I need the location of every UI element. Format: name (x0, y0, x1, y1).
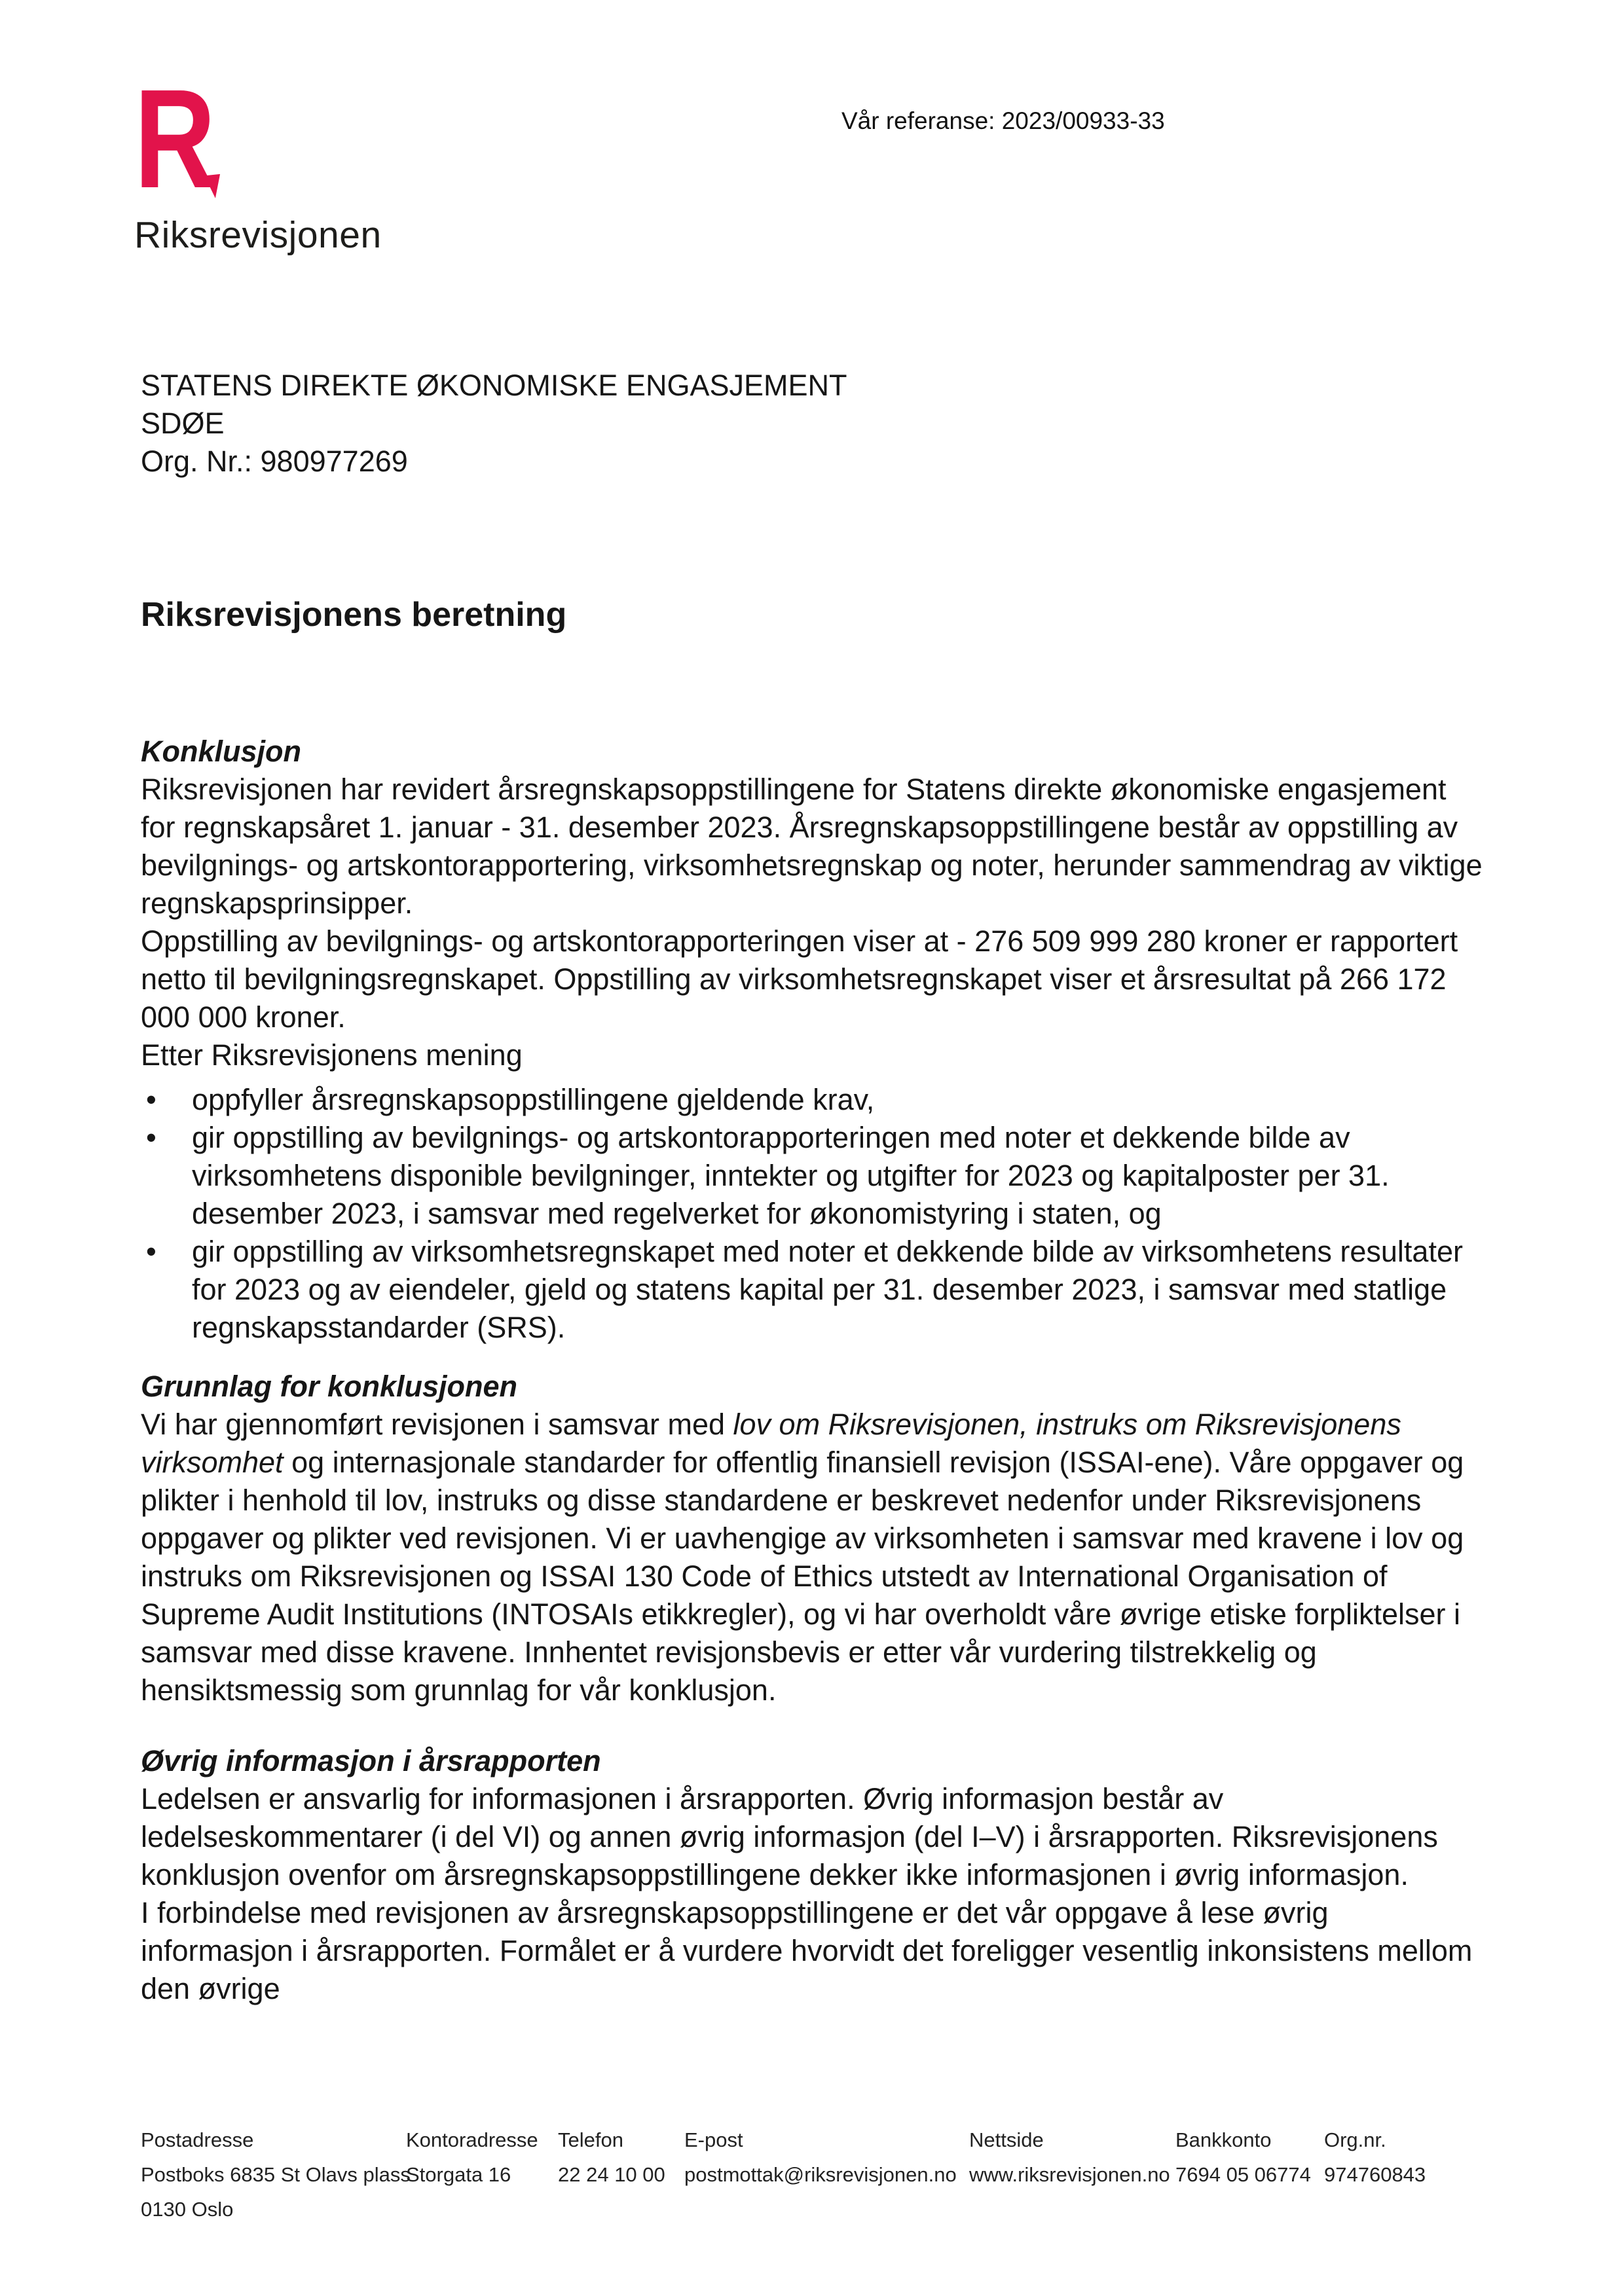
footer-value: 7694 05 06774 (1175, 2163, 1311, 2186)
footer-kontoradresse (406, 2123, 538, 2192)
bullet-item: • gir oppstilling av virksomhetsregnskapet med noter et dekkende bilde av virksomhetens resultater for 2023 og av eiendeler, gjeld og statens kapital per 31. desember 2023, i samsvar med statlige regnskapsstandarder (SRS). (141, 1233, 1483, 1347)
konklusjon-bullet-list (141, 1081, 1483, 1347)
konklusjon-paragraph-2: Oppstilling av bevilgnings- og artskontorapporteringen viser at - 276 509 999 280 kroner er rapportert netto til bevilgningsregnskapet. Oppstilling av virksomhetsregnskapet viser et årsresultat på 266 172 000 000 kroner. (141, 924, 1458, 1034)
logo-wordmark: Riksrevisjonen (134, 214, 382, 256)
footer-telefon (558, 2123, 665, 2192)
ovrig-paragraph-2: I forbindelse med revisjonen av årsregnskapsoppstillingene er det vår oppgave å lese øvrig informasjon i årsrapporten. Formålet er å vurdere hvorvidt det foreligger vesentlig inkonsistens mellom den øvrige (141, 1896, 1473, 2005)
document-title: Riksrevisjonens beretning (141, 596, 567, 634)
footer-value: postmottak@riksrevisjonen.no (684, 2163, 957, 2186)
bullet-item: • gir oppstilling av bevilgnings- og artskontorapporteringen med noter et dekkende bilde av virksomhetens disponible bevilgninger, inntekter og utgifter for 2023 og kapitalposter per 31. desember 2023, i samsvar med regelverket for økonomistyring i staten, og (141, 1119, 1483, 1233)
footer-orgnr (1324, 2123, 1426, 2192)
footer-label: Telefon (558, 2128, 623, 2151)
bullet-item: • oppfyller årsregnskapsoppstillingene gjeldende krav, (141, 1081, 1483, 1119)
grunnlag-text-italic: lov om Riksrevisjonen, instruks om Riksrevisjonens virksomhet (141, 1408, 1401, 1479)
footer-value: Postboks 6835 St Olavs plass (141, 2163, 411, 2186)
footer-value: 22 24 10 00 (558, 2163, 665, 2186)
footer-value: 0130 Oslo (141, 2198, 234, 2221)
grunnlag-text-pre: Vi har gjennomført revisjonen i samsvar med (141, 1408, 733, 1441)
footer-label: Kontoradresse (406, 2128, 538, 2151)
footer-label: Org.nr. (1324, 2128, 1386, 2151)
letter-body (141, 367, 1483, 2008)
riksrevisjonen-logo (134, 60, 527, 278)
grunnlag-text-post: og internasjonale standarder for offentlig finansiell revisjon (ISSAI-ene). Våre oppgaver og plikter i henhold til lov, instruks og disse standardene er beskrevet nedenfor under Riksrevisjonens oppgaver og plikter ved revisjonen. Vi er uavhengige av virksomheten i samsvar med kravene i lov og instruks om Riksrevisjonen og ISSAI 130 Code of Ethics utstedt av International Organisation of Supreme Audit Institutions (INTOSAIs etikkregler), og vi har overholdt våre øvrige etiske forpliktelser i samsvar med disse kravene. Innhentet revisjonsbevis er etter vår vurdering tilstrekkelig og hensiktsmessig som grunnlag for vår konklusjon. (141, 1446, 1464, 1707)
footer-nettside (969, 2123, 1170, 2192)
letter-footer (0, 2123, 1624, 2253)
footer-label: Postadresse (141, 2128, 254, 2151)
konklusjon-paragraph-1: Riksrevisjonen har revidert årsregnskapsoppstillingene for Statens direkte økonomiske engasjement for regnskapsåret 1. januar - 31. desember 2023. Årsregnskapsoppstillingene består av oppstilling av bevilgnings- og artskontorapportering, virksomhetsregnskap og noter, herunder sammendrag av viktige regnskapsprinsipper. (141, 773, 1483, 920)
footer-epost (684, 2123, 957, 2192)
footer-value: 974760843 (1324, 2163, 1426, 2186)
footer-value: www.riksrevisjonen.no (969, 2163, 1170, 2186)
footer-value: Storgata 16 (406, 2163, 511, 2186)
logo-triangle-icon (204, 174, 223, 199)
konklusjon-bullet-intro: Etter Riksrevisjonens mening (141, 1038, 523, 1072)
footer-label: Bankkonto (1175, 2128, 1272, 2151)
grunnlag-paragraph (141, 1406, 1483, 1709)
recipient-name: STATENS DIREKTE ØKONOMISKE ENGASJEMENT (141, 369, 847, 402)
recipient-short-name: SDØE (141, 407, 225, 440)
recipient-org-number: Org. Nr.: 980977269 (141, 445, 408, 478)
footer-postadresse (141, 2123, 411, 2227)
footer-bankkonto (1175, 2123, 1311, 2192)
footer-label: Nettside (969, 2128, 1044, 2151)
section-heading-ovrig-informasjon: Øvrig informasjon i årsrapporten (141, 1744, 601, 1777)
section-heading-grunnlag: Grunnlag for konklusjonen (141, 1370, 518, 1403)
logo-r-letter-icon: R (134, 60, 216, 217)
recipient-block (141, 367, 1483, 481)
reference-line: Vår referanse: 2023/00933-33 (841, 107, 1165, 134)
footer-label: E-post (684, 2128, 743, 2151)
section-heading-konklusjon: Konklusjon (141, 735, 301, 768)
ovrig-paragraph-1: Ledelsen er ansvarlig for informasjonen i årsrapporten. Øvrig informasjon består av ledelseskommentarer (i del VI) og annen øvrig informasjon (del I–V) i årsrapporten. Riksrevisjonens konklusjon ovenfor om årsregnskapsoppstillingene dekker ikke informasjonen i øvrig informasjon. (141, 1782, 1438, 1891)
